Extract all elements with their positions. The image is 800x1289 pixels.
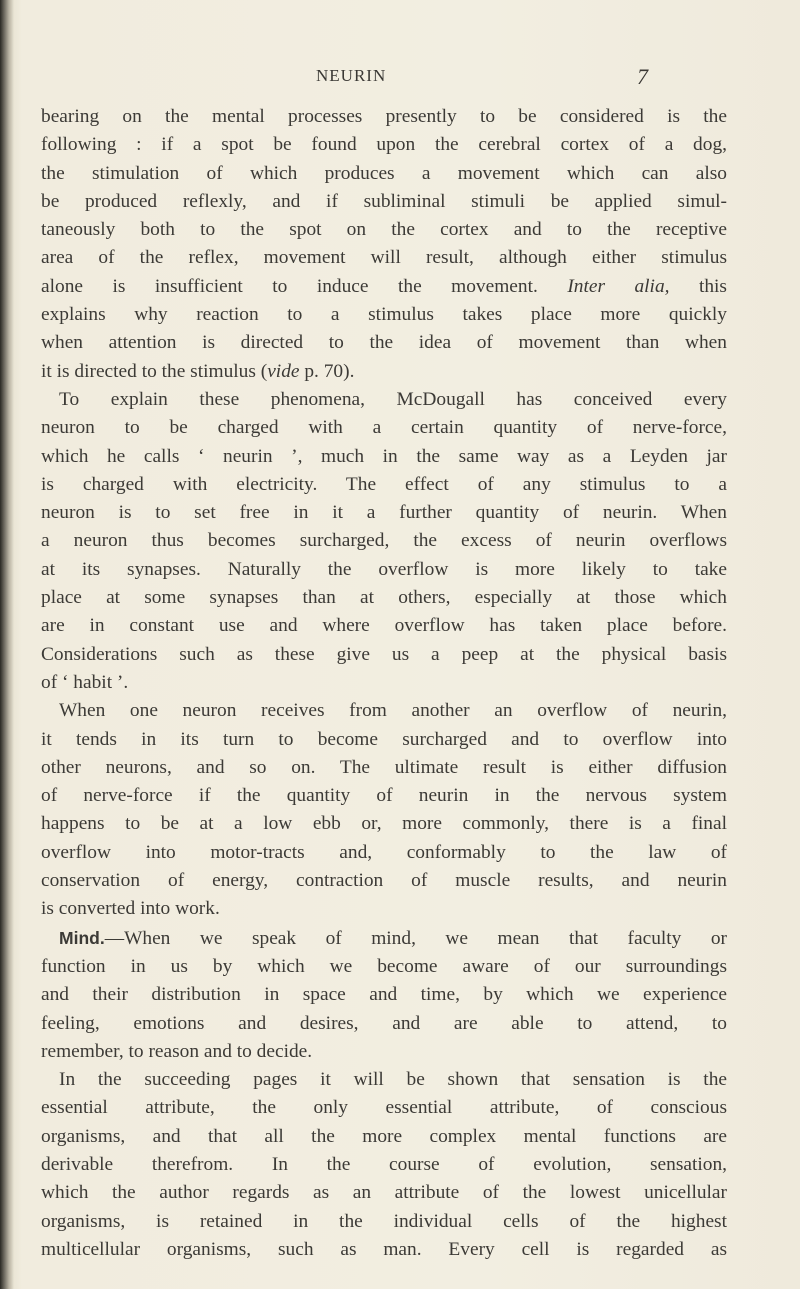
italic-phrase: vide [267, 360, 300, 382]
text-line: explains why reaction to a stimulus takes place more quickly [41, 304, 727, 326]
text-line: happens to be at a low ebb or, more commonly, there is a final [41, 813, 727, 835]
text-line [41, 358, 727, 386]
text-line: when attention is directed to the idea of movement than when [41, 332, 727, 354]
text-line: derivable therefrom. In the course of evolution, sensation, [41, 1153, 727, 1175]
text-line: are in constant use and where overflow has taken place before. [41, 615, 727, 637]
paragraph-start-line: In the succeeding pages it will be shown that sensation is the [59, 1069, 727, 1091]
text-fragment: alone is insufficient to induce the movement. [41, 275, 538, 297]
text-line: bearing on the mental processes presently to be considered is the [41, 106, 727, 127]
running-title: NEURIN [316, 66, 387, 85]
binding-gutter-shadow [0, 0, 14, 1289]
text-line: essential attribute, the only essential attribute, of conscious [41, 1097, 727, 1119]
text-line: function in us by which we become aware of our surroundings [41, 955, 727, 977]
text-line: which he calls ‘ neurin ’, much in the same way as a Leyden jar [41, 445, 727, 467]
page-number: 7 [637, 64, 648, 89]
text-line: conservation of energy, contraction of muscle results, and neurin [41, 870, 727, 892]
text-line: of ‘ habit ’. [41, 671, 129, 693]
text-line: it tends in its turn to become surcharged and to overflow into [41, 728, 727, 750]
text-line: area of the reflex, movement will result, although either stimulus [41, 247, 727, 269]
text-line: place at some synapses than at others, especially at those which [41, 587, 727, 609]
text-line: Considerations such as these give us a peep at the physical basis [41, 643, 727, 665]
text-line: multicellular organisms, such as man. Every cell is regarded as [41, 1238, 727, 1260]
text-line: the stimulation of which produces a movement which can also [41, 162, 727, 184]
text-line [41, 273, 727, 301]
text-fragment: —When we speak of mind, we mean that faculty or [104, 927, 727, 949]
text-line: at its synapses. Naturally the overflow is more likely to take [41, 558, 727, 580]
text-line: following : if a spot be found upon the cerebral cortex of a dog, [41, 134, 727, 156]
text-fragment: it is directed to the stimulus [41, 360, 256, 382]
text-line: is converted into work. [41, 898, 220, 920]
text-line: is charged with electricity. The effect of any stimulus to a [41, 473, 727, 495]
text-line: other neurons, and so on. The ultimate result is either diffusion [41, 756, 727, 778]
text-line: taneously both to the spot on the cortex and to the receptive [41, 219, 727, 241]
text-line: remember, to reason and to decide. [41, 1040, 313, 1062]
text-line: neuron to be charged with a certain quantity of nerve-force, [41, 417, 727, 439]
text-line: organisms, is retained in the individual cells of the highest [41, 1210, 727, 1232]
text-line: feeling, emotions and desires, and are able to attend, to [41, 1012, 727, 1034]
text-fragment: this [669, 275, 727, 297]
text-line: organisms, and that all the more complex mental functions are [41, 1125, 727, 1147]
paragraph-start-line: To explain these phenomena, McDougall has conceived every [59, 388, 727, 410]
text-line: which the author regards as an attribute of the lowest unicellular [41, 1182, 727, 1204]
paragraph-start-line [41, 924, 727, 953]
paragraph-start-line: When one neuron receives from another an overflow of neurin, [59, 700, 727, 722]
body-text [41, 103, 727, 1264]
text-line: overflow into motor-tracts and, conformably to the law of [41, 841, 727, 863]
section-heading-mind: Mind. [59, 927, 105, 948]
text-line: of nerve-force if the quantity of neurin in the nervous system [41, 785, 727, 807]
text-fragment: p. 70). [299, 360, 355, 382]
text-line: neuron is to set free in it a further quantity of neurin. When [41, 502, 727, 524]
text-fragment: ( [255, 360, 268, 382]
text-line: a neuron thus becomes surcharged, the excess of neurin overflows [41, 530, 727, 552]
text-line: be produced reflexly, and if subliminal stimuli be applied simul- [41, 190, 727, 212]
italic-phrase: Inter alia, [567, 275, 670, 297]
text-line: and their distribution in space and time, by which we experience [41, 984, 727, 1006]
